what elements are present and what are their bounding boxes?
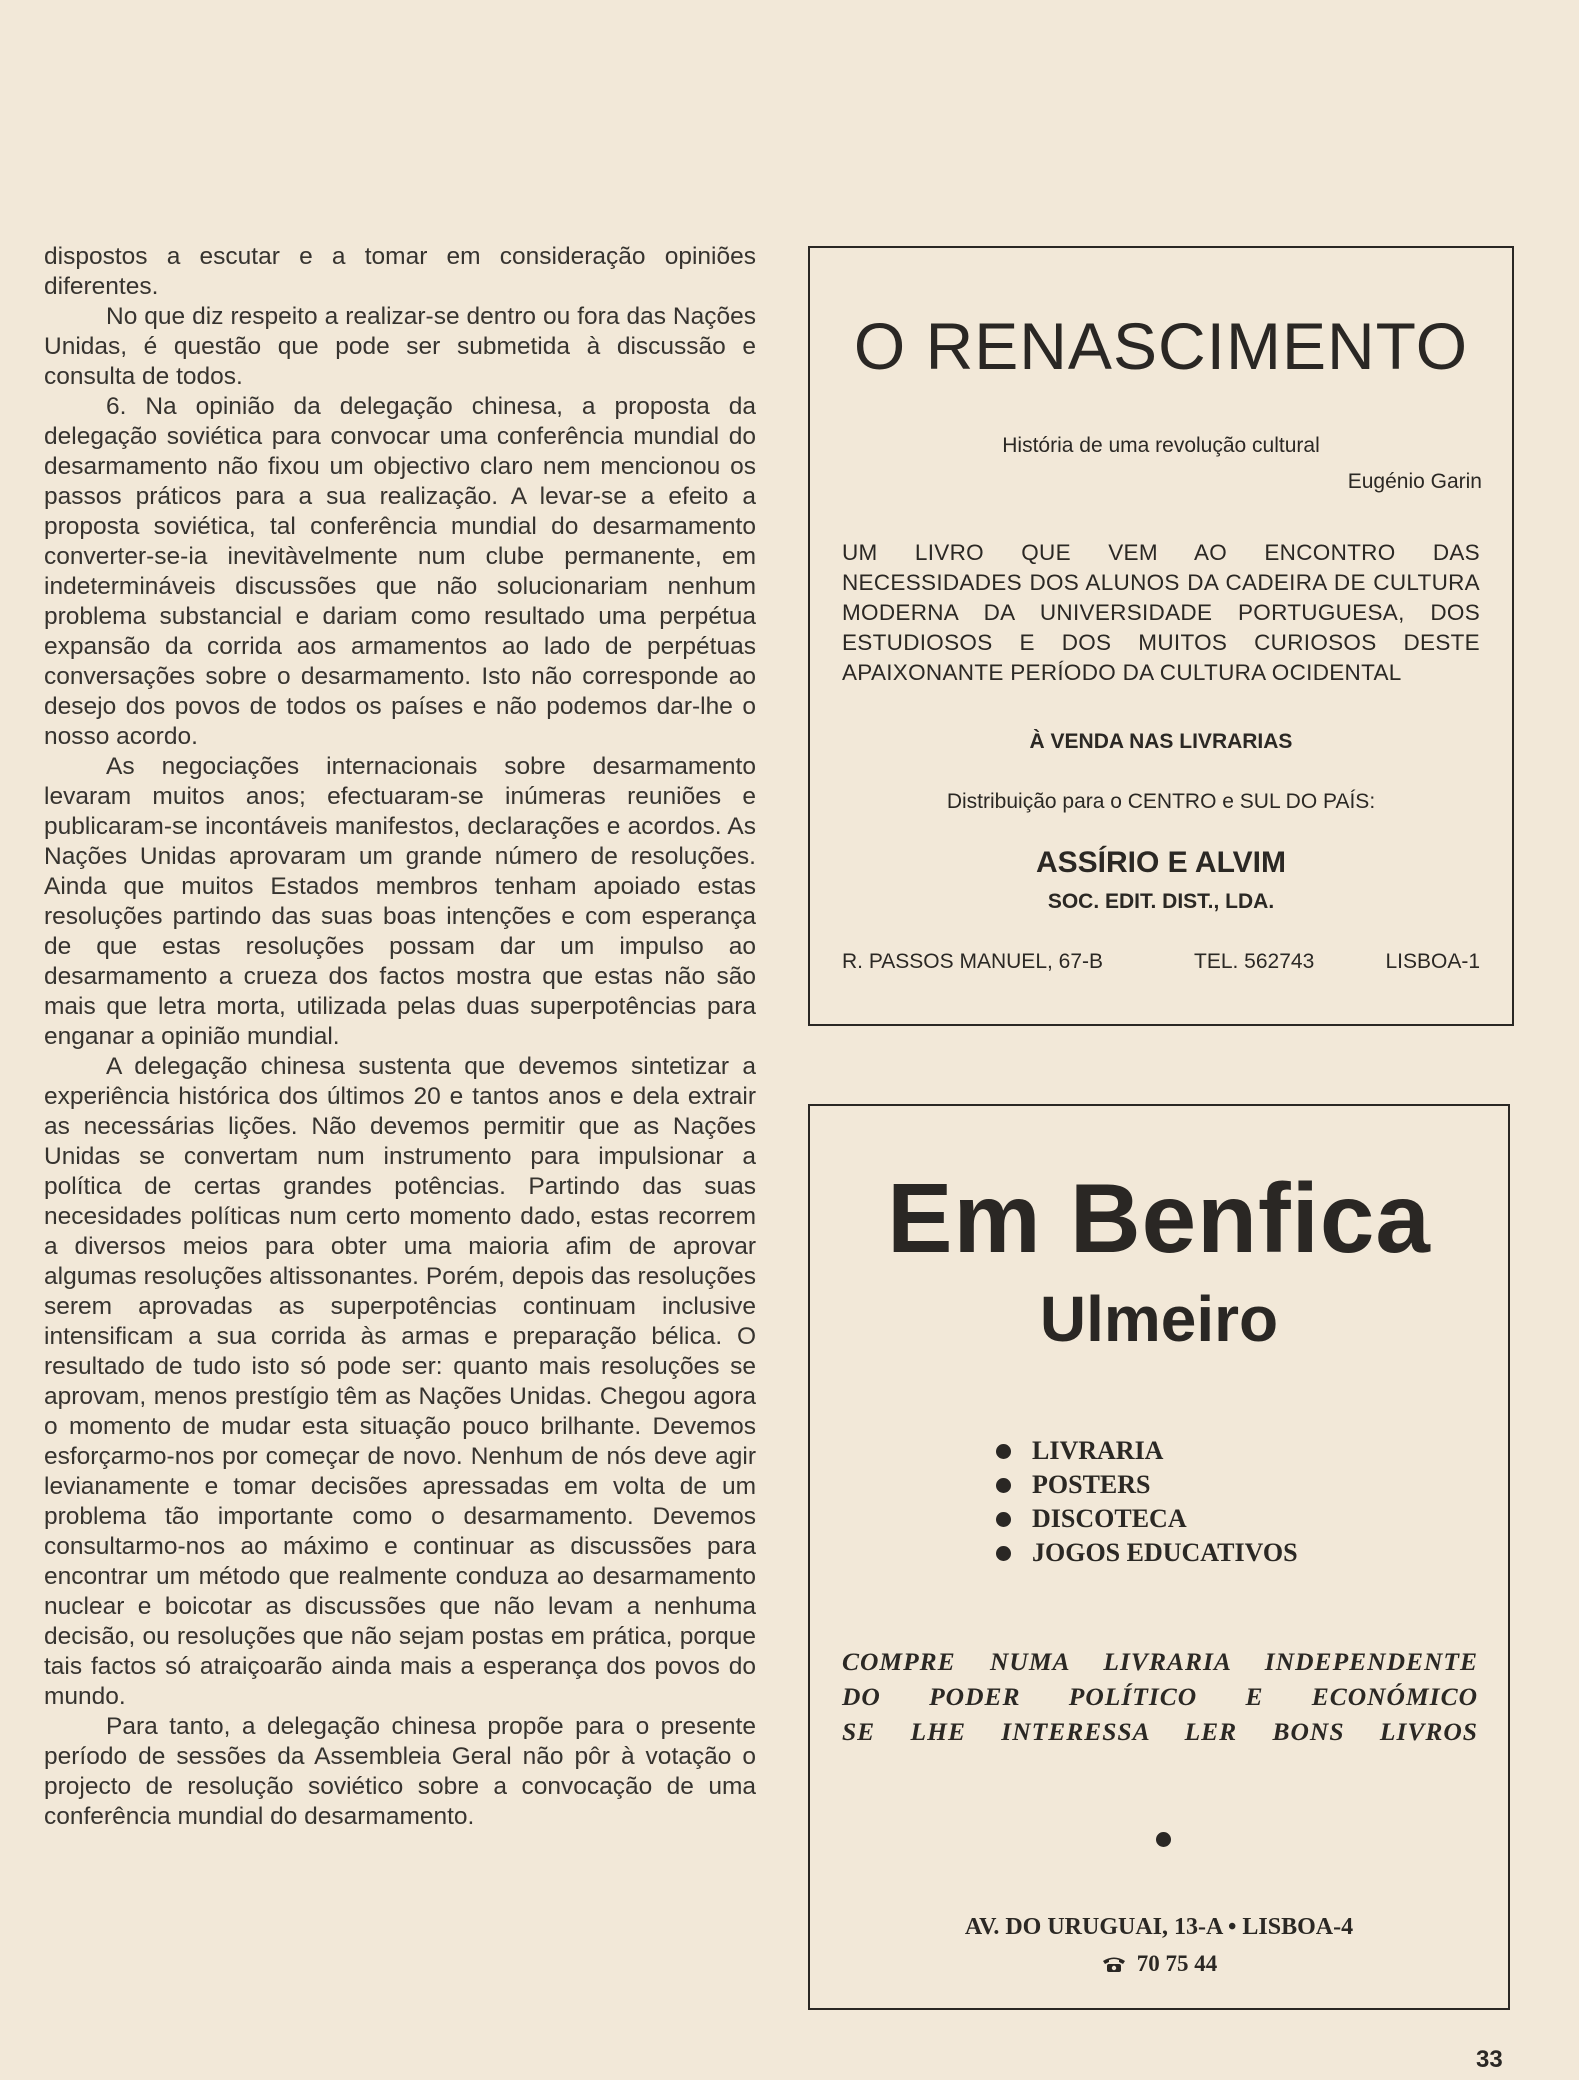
renascimento-advertisement xyxy=(808,246,1514,1026)
ad-slogan-line: COMPRE NUMA LIVRARIA INDEPENDENTE xyxy=(842,1647,1478,1676)
page-number: 33 xyxy=(1476,2046,1503,2073)
ad-store-location: Em Benfica xyxy=(887,1163,1431,1273)
ad-publisher-address: R. PASSOS MANUEL, 67-B xyxy=(842,950,1104,973)
ad-sale-notice: À VENDA NAS LIVRARIAS xyxy=(1029,730,1293,753)
ad-slogan-line: DO PODER POLÍTICO E ECONÓMICO xyxy=(842,1682,1478,1711)
bullet-icon xyxy=(996,1546,1011,1561)
article-column xyxy=(44,242,756,1832)
ad-store-address: AV. DO URUGUAI, 13-A • LISBOA-4 xyxy=(964,1914,1354,1940)
bullet-icon xyxy=(996,1512,1011,1527)
bullet-icon xyxy=(996,1444,1011,1459)
ad-distribution-note: Distribuição para o CENTRO e SUL DO PAÍS: xyxy=(946,790,1376,813)
ad-product-label: JOGOS EDUCATIVOS xyxy=(1032,1538,1298,1567)
ad-product-list xyxy=(996,1434,1298,1570)
article-paragraph: No que diz respeito a realizar-se dentro ou fora das Nações Unidas, é questão que pode ser submetida à discussão e consulta de todos. xyxy=(44,303,756,390)
ad-book-title: O RENASCIMENTO xyxy=(853,309,1469,383)
ad-publisher-city: LISBOA-1 xyxy=(1385,950,1480,973)
telephone-icon xyxy=(1101,1955,1127,1973)
ad-product-item xyxy=(996,1468,1298,1502)
ad-product-item xyxy=(996,1502,1298,1536)
ad-product-item xyxy=(996,1434,1298,1468)
ad-book-author: Eugénio Garin xyxy=(1347,470,1482,493)
article-paragraph: 6. Na opinião da delegação chinesa, a proposta da delegação soviética para convocar uma conferência mundial do desarmamento não fixou um objectivo claro nem mencionou os passos práticos para a sua realização. A levar-se a efeito a proposta soviética, tal conferência mundial do desarmamento converter-se-ia inevitàvelmente num clube permanente, em indetermináveis discussões que não solucionariam nenhum problema substancial e dariam como resultado uma perpétua expansão da corrida aos armamentos ao lado de perpétuas conversações sobre o desarmamento. Isto não corresponde ao desejo dos povos de todos os países e não podemos dar-lhe o nosso acordo. xyxy=(44,393,756,750)
ad-product-label: POSTERS xyxy=(1032,1470,1151,1499)
ad-publisher-phone: TEL. 562743 xyxy=(1194,950,1315,973)
ad-slogan-line: SE LHE INTERESSA LER BONS LIVROS xyxy=(842,1717,1478,1746)
ad-book-blurb: UM LIVRO QUE VEM AO ENCONTRO DAS NECESSIDADES DOS ALUNOS DA CADEIRA DE CULTURA MODERNA DA UNIVERSIDADE PORTUGUESA, DOS ESTUDIOSOS E DOS MUITOS CURIOSOS DESTE APAIXONANTE PERÍODO DA CULTURA OCIDENTAL xyxy=(842,540,1480,685)
ad-product-item xyxy=(996,1536,1298,1570)
separator-bullet-icon xyxy=(1156,1832,1171,1847)
ad-publisher-company: SOC. EDIT. DIST., LDA. xyxy=(1047,890,1275,913)
ad-product-label: DISCOTECA xyxy=(1032,1504,1187,1533)
ad-store-name: Ulmeiro xyxy=(1039,1283,1279,1355)
article-paragraph: A delegação chinesa sustenta que devemos sintetizar a experiência histórica dos últimos 20 e tantos anos e dela extrair as necessárias lições. Não devemos permitir que as Nações Unidas se convertam num instrumento para impulsionar a política de certas grandes potências. Partindo das suas necesidades políticas num certo momento dado, estas recorrem a diversos meios para obter uma maioria afim de aprovar algumas resoluções altissonantes. Porém, depois das resoluções serem aprovadas as superpotências continuam inclusive intensificam a sua corrida às armas e preparação bélica. O resultado de tudo isto só pode ser: quanto mais resoluções se aprovam, menos prestígio têm as Nações Unidas. Chegou agora o momento de mudar esta situação pouco brilhante. Devemos esforçarmo-nos por começar de novo. Nenhum de nós deve agir levianamente e tomar decisões apressadas em volta de um problema tão importante como o desarmamento. Devemos consultarmo-nos ao máximo e continuar as discussões para encontrar um método que realmente conduza ao desarmamento nuclear e boicotar as discussões que não levam a nenhuma decisão, ou resoluções que não sejam postas em prática, porque tais factos só atraiçoarão ainda mais a esperança dos povos do mundo. xyxy=(44,1053,756,1710)
article-paragraph: Para tanto, a delegação chinesa propõe para o presente período de sessões da Assembleia Geral não pôr à votação o projecto de resolução soviético sobre a convocação de uma conferência mundial do desarmamento. xyxy=(44,1713,756,1830)
ulmeiro-advertisement xyxy=(808,1104,1510,2010)
ad-store-phone: 70 75 44 xyxy=(1136,1951,1218,1976)
article-paragraph: dispostos a escutar e a tomar em consideração opiniões diferentes. xyxy=(44,243,756,300)
bullet-icon xyxy=(996,1478,1011,1493)
ad-publisher-name: ASSÍRIO E ALVIM xyxy=(1035,846,1287,879)
ad-store-phone-line xyxy=(810,1951,1508,1977)
ad-book-subtitle: História de uma revolução cultural xyxy=(1002,434,1320,457)
article-paragraph: As negociações internacionais sobre desarmamento levaram muitos anos; efectuaram-se inúmeras reuniões e publicaram-se incontáveis manifestos, declarações e acordos. As Nações Unidas aprovaram um grande número de resoluções. Ainda que muitos Estados membros tenham apoiado estas resoluções partindo das suas boas intenções e com esperança de que estas resoluções possam dar um impulso ao desarmamento a crueza dos factos mostra que estas não são mais que letra morta, utilizada pelas duas superpotências para enganar a opinião mundial. xyxy=(44,753,756,1050)
ad-product-label: LIVRARIA xyxy=(1032,1436,1164,1465)
ad-slogan xyxy=(842,1644,1478,1749)
